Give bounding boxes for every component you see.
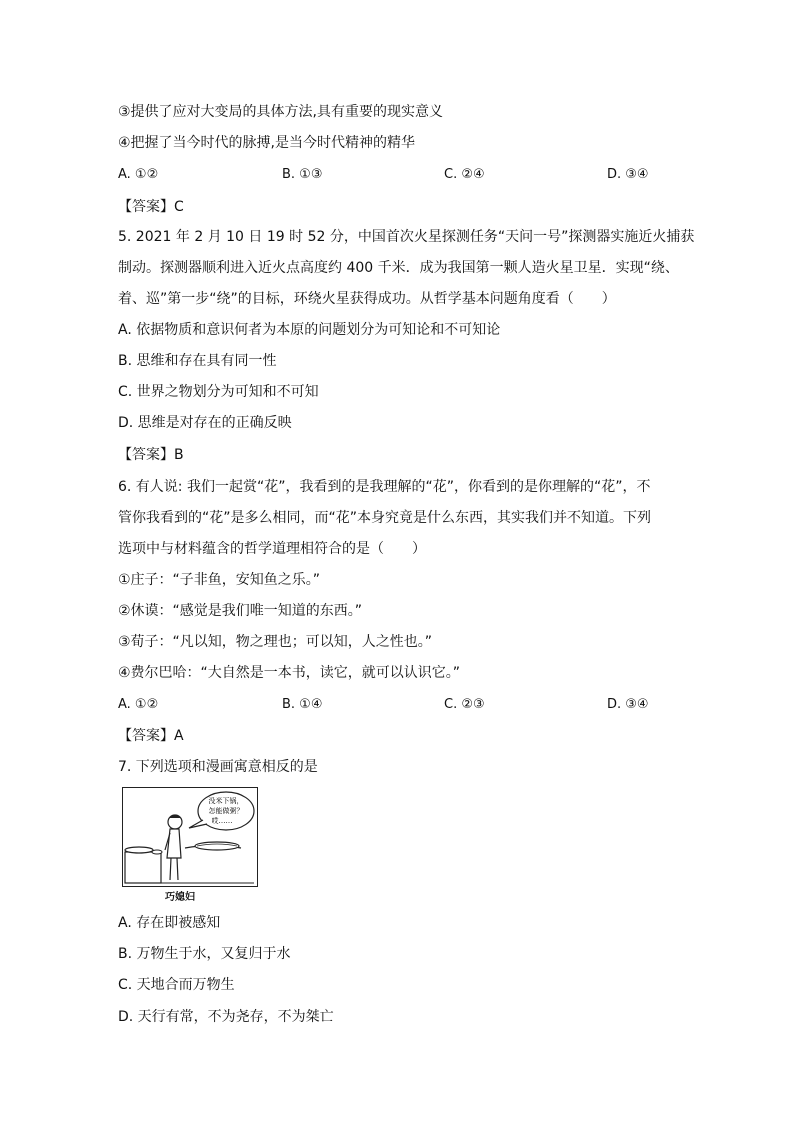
- q6-stem-line-2: 管你我看到的“花”是多么相同，而“花”本身究竟是什么东西，其实我们并不知道。下列: [118, 510, 652, 526]
- q6-item-3: ③荀子：“凡以知，物之理也；可以知，人之性也。”: [118, 634, 433, 650]
- q6-item-4: ④费尔巴哈：“大自然是一本书，读它，就可以认识它。”: [118, 665, 461, 681]
- q7-option-c: C. 天地合而万物生: [118, 977, 235, 993]
- q6-stem-line-3: 选项中与材料蕴含的哲学道理相符合的是（ ）: [118, 541, 426, 557]
- q6-item-1: ①庄子：“子非鱼，安知鱼之乐。”: [118, 572, 321, 588]
- q5-stem-line-3: 着、巡”第一步“绕”的目标，环绕火星获得成功。从哲学基本问题角度看（ ）: [118, 291, 616, 307]
- cartoon-image: [122, 787, 258, 887]
- q4-option-a: A. ①②: [118, 167, 159, 182]
- q7-stem: 7. 下列选项和漫画寓意相反的是: [118, 759, 318, 775]
- q6-stem-line-1: 6. 有人说: 我们一起赏“花”，我看到的是我理解的“花”，你看到的是你理解的“花”，不: [118, 479, 651, 495]
- q5-answer: 【答案】B: [118, 447, 184, 463]
- q7-option-d: D. 天行有常，不为尧存，不为桀亡: [118, 1009, 334, 1025]
- bubble-line-2: 怎能做粥？: [208, 807, 244, 815]
- q7-option-b: B. 万物生于水，又复归于水: [118, 946, 291, 962]
- q6-option-a: A. ①②: [118, 697, 159, 712]
- q6-option-d: D. ③④: [607, 697, 649, 712]
- q4-item-4: ④把握了当今时代的脉搏,是当今时代精神的精华: [118, 135, 415, 151]
- cartoon-caption: 巧媳妇: [165, 892, 195, 903]
- q7-option-a: A. 存在即被感知: [118, 915, 221, 931]
- q4-answer: 【答案】C: [118, 199, 184, 215]
- q4-option-c: C. ②④: [444, 167, 485, 182]
- q6-item-2: ②休谟：“感觉是我们唯一知道的东西。”: [118, 603, 363, 619]
- q5-option-d: D. 思维是对存在的正确反映: [118, 415, 292, 431]
- q6-answer: 【答案】A: [118, 728, 184, 744]
- bubble-line-1: 没米下锅，: [208, 797, 244, 805]
- q4-option-d: D. ③④: [607, 167, 649, 182]
- q6-option-c: C. ②③: [444, 697, 485, 712]
- cartoon-drawing: [123, 788, 256, 885]
- q5-option-b: B. 思维和存在具有同一性: [118, 353, 277, 369]
- q5-option-a: A. 依据物质和意识何者为本原的问题划分为可知论和不可知论: [118, 322, 501, 338]
- q4-option-b: B. ①③: [282, 167, 323, 182]
- q4-item-3: ③提供了应对大变局的具体方法,具有重要的现实意义: [118, 104, 443, 120]
- q5-stem-line-2: 制动。探测器顺利进入近火点高度约 400 千米．成为我国第一颗人造火星卫星．实现“绕、: [118, 260, 679, 276]
- q5-stem-line-1: 5. 2021 年 2 月 10 日 19 时 52 分，中国首次火星探测任务“天问一号”探测器实施近火捕获: [118, 229, 695, 245]
- bubble-line-3: 哎……: [211, 817, 233, 825]
- q6-option-b: B. ①④: [282, 697, 323, 712]
- q5-option-c: C. 世界之物划分为可知和不可知: [118, 384, 319, 400]
